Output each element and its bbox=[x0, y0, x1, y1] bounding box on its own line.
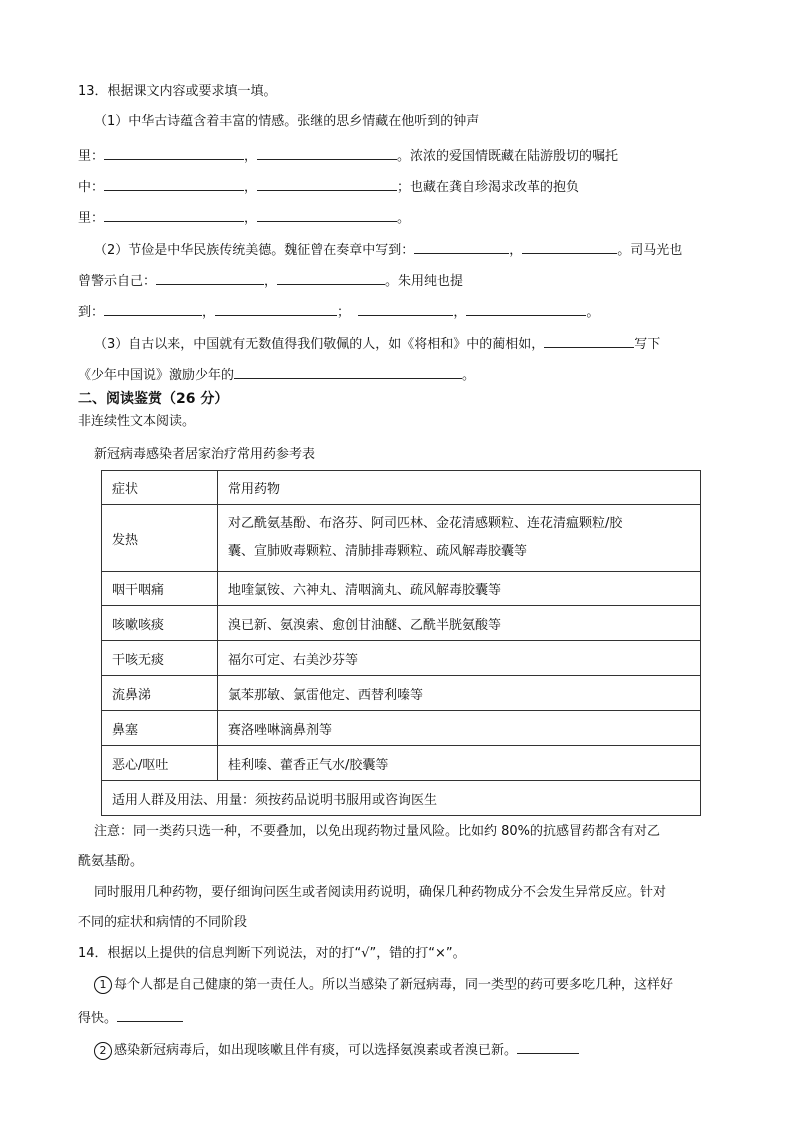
text: 得快。 bbox=[78, 1011, 118, 1026]
blank-7[interactable] bbox=[414, 239, 509, 254]
q14-title: 14．根据以上提供的信息判断下列说法，对的打“√”，错的打“×”。 bbox=[78, 946, 466, 961]
medicine-cell: 福尔可定、右美沙芬等 bbox=[218, 641, 701, 676]
q13-p3-line1 bbox=[94, 333, 660, 354]
q13-title: 13．根据课文内容或要求填一填。 bbox=[78, 84, 277, 99]
medicine-cell: 溴已新、氨溴索、愈创甘油醚、乙酰半胱氨酸等 bbox=[218, 606, 701, 641]
q13-p2-line1 bbox=[94, 239, 682, 260]
symptom-cell: 鼻塞 bbox=[102, 711, 218, 746]
note-2-line1: 同时服用几种药物，要仔细询问医生或者阅读用药说明，确保几种药物成分不会发生异常反应。针对 bbox=[94, 885, 667, 900]
blank-1[interactable] bbox=[104, 145, 244, 160]
blank-13[interactable] bbox=[358, 301, 453, 316]
q13-p1-line3 bbox=[78, 176, 579, 197]
blank-4[interactable] bbox=[257, 176, 397, 191]
medicine-cell: 桂利嗪、藿香正气水/胶囊等 bbox=[218, 746, 701, 781]
table-footer-cell: 适用人群及用法、用量：须按药品说明书服用或咨询医生 bbox=[102, 781, 701, 816]
text: 《少年中国说》激励少年的 bbox=[78, 368, 235, 383]
table-row bbox=[102, 641, 701, 676]
answer-blank-1[interactable] bbox=[117, 1007, 183, 1022]
section-subheading: 非连续性文本阅读。 bbox=[78, 414, 196, 429]
medicine-cell: 氯苯那敏、氯雷他定、西替利嗪等 bbox=[218, 676, 701, 711]
header-symptom: 症状 bbox=[102, 471, 218, 505]
symptom-cell: 咳嗽咳痰 bbox=[102, 606, 218, 641]
medicine-cell: 地喹氯铵、六神丸、清咽滴丸、疏风解毒胶囊等 bbox=[218, 572, 701, 606]
circled-number-2: 2 bbox=[94, 1042, 112, 1060]
blank-5[interactable] bbox=[104, 207, 244, 222]
blank-3[interactable] bbox=[104, 176, 244, 191]
table-row bbox=[102, 505, 701, 572]
header-medicine: 常用药物 bbox=[218, 471, 701, 505]
comma-text: ， bbox=[453, 305, 467, 320]
text: 每个人都是自己健康的第一责任人。所以当感染了新冠病毒，同一类型的药可要多吃几种，这样好 bbox=[114, 977, 674, 993]
note-1-line1: 注意：同一类药只选一种，不要叠加，以免出现药物过量风险。比如约 80%的抗感冒药都含有对乙 bbox=[94, 824, 661, 839]
table-footer-row bbox=[102, 781, 701, 816]
medicine-line: 囊、宣肺败毒颗粒、清肺排毒颗粒、疏风解毒胶囊等 bbox=[228, 544, 528, 559]
q14-item1-line1 bbox=[94, 976, 673, 995]
table-row bbox=[102, 676, 701, 711]
prefix-text: 里： bbox=[78, 149, 105, 164]
table-row bbox=[102, 572, 701, 606]
medicine-line: 对乙酰氨基酚、布洛芬、阿司匹林、金花清感颗粒、连花清瘟颗粒/胶 bbox=[228, 516, 623, 531]
q13-p2-line2 bbox=[78, 270, 463, 291]
section-heading: 二、阅读鉴赏（26 分） bbox=[78, 391, 229, 407]
blank-8[interactable] bbox=[522, 239, 617, 254]
blank-16[interactable] bbox=[234, 364, 462, 379]
comma-text: ， bbox=[509, 243, 523, 258]
medicine-cell bbox=[218, 505, 701, 572]
line-end-text: 。浓浓的爱国情既藏在陆游殷切的嘱托 bbox=[397, 149, 619, 164]
symptom-cell: 咽干咽痛 bbox=[102, 572, 218, 606]
symptom-cell: 干咳无痰 bbox=[102, 641, 218, 676]
text: 曾警示自己： bbox=[78, 274, 157, 289]
comma-text: ， bbox=[244, 180, 258, 195]
blank-10[interactable] bbox=[277, 270, 385, 285]
prefix-text: 到： bbox=[78, 305, 105, 320]
text: （3）自古以来，中国就有无数值得我们敬佩的人，如《将相和》中的蔺相如， bbox=[94, 337, 545, 352]
prefix-text: 里： bbox=[78, 211, 105, 226]
line-end-text: 。司马光也 bbox=[617, 243, 683, 258]
symptom-cell: 流鼻涕 bbox=[102, 676, 218, 711]
q13-p1-line4 bbox=[78, 207, 410, 228]
medicine-cell: 赛洛唑啉滴鼻剂等 bbox=[218, 711, 701, 746]
blank-9[interactable] bbox=[156, 270, 264, 285]
blank-15[interactable] bbox=[544, 333, 634, 348]
q14-item1-line2 bbox=[78, 1007, 183, 1028]
answer-blank-2[interactable] bbox=[517, 1039, 579, 1054]
note-2-line2: 不同的症状和病情的不同阶段 bbox=[78, 915, 248, 930]
period-text: 。 bbox=[397, 211, 411, 226]
blank-11[interactable] bbox=[104, 301, 202, 316]
table-row bbox=[102, 711, 701, 746]
table-row bbox=[102, 746, 701, 781]
line-end-text: 写下 bbox=[634, 337, 661, 352]
blank-6[interactable] bbox=[257, 207, 397, 222]
circled-number-1: 1 bbox=[94, 976, 112, 994]
line-end-text: 。朱用纯也提 bbox=[385, 274, 464, 289]
table-header-row bbox=[102, 471, 701, 505]
line-end-text: ；也藏在龚自珍渴求改革的抱负 bbox=[397, 180, 580, 195]
comma-text: ， bbox=[264, 274, 278, 289]
q13-p2-line3 bbox=[78, 301, 599, 322]
comma-text: ， bbox=[202, 305, 216, 320]
q13-p1-line2 bbox=[78, 145, 618, 166]
symptom-cell: 发热 bbox=[102, 505, 218, 572]
note-1-line2: 酰氨基酚。 bbox=[78, 854, 144, 869]
text: 感染新冠病毒后，如出现咳嗽且伴有痰，可以选择氨溴素或者溴已新。 bbox=[114, 1043, 518, 1058]
comma-text: ， bbox=[244, 211, 258, 226]
q13-p3-line2 bbox=[78, 364, 475, 385]
symptom-cell: 恶心/呕吐 bbox=[102, 746, 218, 781]
prefix-text: 中： bbox=[78, 180, 105, 195]
comma-text: ， bbox=[244, 149, 258, 164]
semicolon-text: ； bbox=[337, 305, 351, 320]
blank-14[interactable] bbox=[466, 301, 586, 316]
blank-2[interactable] bbox=[257, 145, 397, 160]
q13-p1-line1: （1）中华古诗蕴含着丰富的情感。张继的思乡情藏在他听到的钟声 bbox=[94, 114, 480, 129]
table-caption: 新冠病毒感染者居家治疗常用药参考表 bbox=[94, 447, 316, 462]
period-text: 。 bbox=[462, 368, 476, 383]
table-row bbox=[102, 606, 701, 641]
medicine-table bbox=[101, 470, 701, 816]
period-text: 。 bbox=[586, 305, 600, 320]
blank-12[interactable] bbox=[215, 301, 337, 316]
text: （2）节俭是中华民族传统美德。魏征曾在奏章中写到： bbox=[94, 243, 415, 258]
q14-item2-line1 bbox=[94, 1039, 579, 1060]
